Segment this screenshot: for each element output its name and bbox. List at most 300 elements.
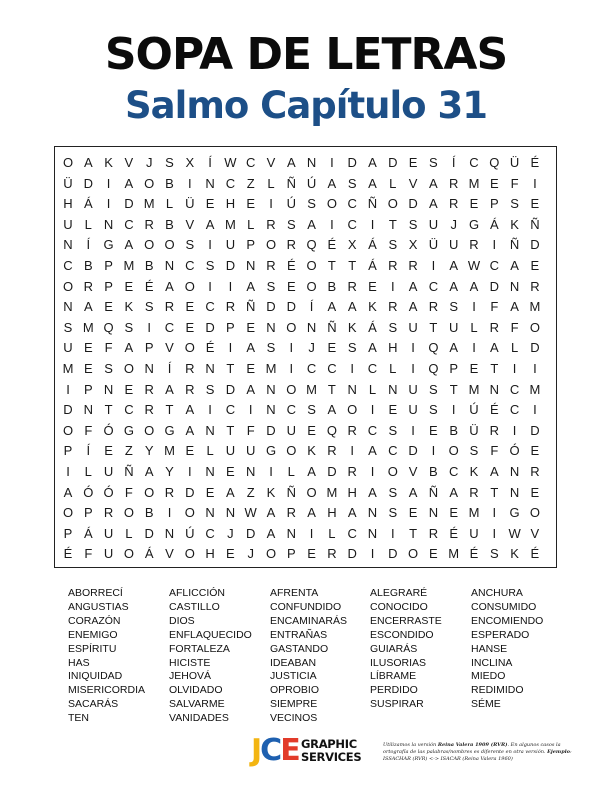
grid-letter[interactable]: I	[106, 175, 111, 191]
grid-letter[interactable]: E	[307, 422, 316, 438]
grid-letter[interactable]: O	[123, 361, 134, 376]
grid-letter[interactable]: N	[266, 381, 276, 397]
grid-letter[interactable]: E	[286, 278, 296, 294]
grid-letter[interactable]: N	[83, 402, 93, 418]
grid-letter[interactable]: Y	[165, 464, 174, 479]
grid-letter[interactable]: C	[327, 361, 337, 376]
grid-letter[interactable]: R	[286, 505, 296, 521]
grid-letter[interactable]: O	[184, 278, 195, 294]
grid-letter[interactable]: Z	[124, 443, 133, 459]
grid-letter[interactable]: N	[63, 237, 73, 253]
grid-letter[interactable]: S	[347, 340, 357, 356]
grid-letter[interactable]: A	[307, 216, 316, 232]
grid-letter[interactable]: C	[367, 361, 378, 376]
grid-letter[interactable]: D	[388, 546, 398, 562]
grid-letter[interactable]: P	[63, 443, 73, 459]
grid-letter[interactable]: K	[307, 443, 316, 459]
grid-letter[interactable]: R	[469, 237, 479, 253]
grid-letter[interactable]: I	[208, 237, 212, 253]
grid-letter[interactable]: E	[408, 155, 418, 170]
grid-letter[interactable]: M	[468, 175, 480, 191]
grid-letter[interactable]: P	[63, 525, 73, 541]
grid-letter[interactable]: É	[144, 278, 154, 294]
grid-letter[interactable]: I	[492, 237, 497, 253]
grid-letter[interactable]: M	[306, 381, 318, 397]
grid-letter[interactable]: S	[489, 546, 499, 562]
grid-letter[interactable]: A	[246, 278, 256, 294]
grid-letter[interactable]: I	[66, 381, 70, 397]
grid-letter[interactable]: A	[368, 443, 377, 459]
grid-letter[interactable]: O	[306, 484, 317, 500]
grid-letter[interactable]: D	[63, 402, 73, 418]
grid-letter[interactable]: S	[388, 422, 398, 438]
grid-letter[interactable]: F	[490, 443, 499, 459]
grid-letter[interactable]: E	[429, 422, 438, 438]
grid-letter[interactable]: I	[66, 464, 70, 479]
grid-letter[interactable]: R	[103, 505, 114, 521]
grid-letter[interactable]: I	[512, 422, 517, 438]
grid-letter[interactable]: É	[489, 402, 499, 418]
grid-letter[interactable]: Ñ	[286, 175, 296, 191]
grid-letter[interactable]: C	[509, 402, 520, 418]
grid-letter[interactable]: N	[103, 216, 114, 232]
grid-letter[interactable]: A	[510, 258, 519, 273]
grid-letter[interactable]: S	[429, 381, 438, 397]
grid-letter[interactable]: X	[347, 237, 357, 253]
grid-letter[interactable]: E	[124, 278, 134, 294]
grid-letter[interactable]: P	[83, 381, 93, 397]
grid-letter[interactable]: E	[185, 299, 195, 315]
grid-letter[interactable]: E	[388, 402, 398, 418]
grid-letter[interactable]: K	[510, 216, 519, 232]
grid-letter[interactable]: L	[84, 216, 92, 232]
grid-letter[interactable]: U	[245, 443, 256, 459]
grid-letter[interactable]: E	[530, 196, 540, 212]
grid-letter[interactable]: A	[347, 299, 357, 315]
grid-letter[interactable]: N	[205, 361, 215, 376]
grid-letter[interactable]: C	[63, 258, 73, 273]
grid-letter[interactable]: N	[103, 381, 114, 397]
grid-letter[interactable]: O	[347, 402, 358, 418]
grid-letter[interactable]: A	[307, 505, 316, 521]
grid-letter[interactable]: O	[123, 505, 134, 521]
grid-letter[interactable]: V	[266, 155, 276, 170]
grid-letter[interactable]: E	[327, 340, 337, 356]
grid-letter[interactable]: R	[408, 258, 418, 273]
grid-letter[interactable]: M	[123, 258, 135, 273]
grid-letter[interactable]: O	[62, 505, 74, 521]
grid-letter[interactable]: R	[185, 361, 195, 376]
grid-letter[interactable]: O	[387, 464, 398, 479]
grid-letter[interactable]: I	[533, 361, 537, 376]
grid-letter[interactable]: E	[429, 546, 438, 562]
grid-letter[interactable]: E	[83, 361, 93, 376]
grid-letter[interactable]: M	[529, 381, 541, 397]
grid-letter[interactable]: E	[530, 484, 540, 500]
grid-letter[interactable]: Ú	[185, 525, 195, 541]
grid-letter[interactable]: S	[185, 237, 195, 253]
grid-letter[interactable]: O	[448, 443, 459, 459]
grid-letter[interactable]: M	[468, 381, 480, 397]
grid-letter[interactable]: V	[165, 340, 174, 356]
grid-letter[interactable]: A	[185, 402, 195, 418]
grid-letter[interactable]: H	[347, 484, 357, 500]
grid-letter[interactable]: A	[449, 278, 459, 294]
grid-letter[interactable]: R	[83, 278, 93, 294]
grid-letter[interactable]: S	[429, 155, 438, 170]
grid-letter[interactable]: R	[347, 278, 357, 294]
grid-letter[interactable]: O	[286, 381, 297, 397]
grid-letter[interactable]: D	[408, 443, 418, 459]
grid-letter[interactable]: P	[104, 258, 113, 273]
grid-letter[interactable]: E	[124, 381, 134, 397]
grid-letter[interactable]: I	[451, 402, 456, 418]
grid-letter[interactable]: O	[62, 155, 74, 170]
grid-letter[interactable]: C	[448, 464, 459, 479]
grid-letter[interactable]: G	[509, 505, 520, 521]
grid-letter[interactable]: R	[489, 319, 499, 335]
grid-letter[interactable]: D	[530, 340, 540, 356]
grid-letter[interactable]: A	[266, 505, 276, 521]
grid-letter[interactable]: M	[82, 319, 94, 335]
grid-letter[interactable]: R	[144, 216, 154, 232]
grid-letter[interactable]: I	[350, 361, 354, 376]
grid-letter[interactable]: S	[205, 258, 215, 273]
grid-letter[interactable]: I	[208, 402, 212, 418]
grid-letter[interactable]: Í	[86, 237, 91, 253]
grid-letter[interactable]: Ó	[103, 422, 114, 438]
grid-letter[interactable]: I	[370, 402, 375, 418]
grid-letter[interactable]: Ñ	[286, 484, 296, 500]
grid-letter[interactable]: R	[530, 278, 540, 294]
grid-letter[interactable]: E	[469, 196, 479, 212]
grid-letter[interactable]: V	[124, 155, 134, 170]
grid-letter[interactable]: S	[388, 237, 398, 253]
grid-letter[interactable]: O	[164, 237, 175, 253]
grid-letter[interactable]: B	[165, 216, 174, 232]
grid-letter[interactable]: I	[472, 340, 476, 356]
grid-letter[interactable]: A	[205, 216, 215, 232]
grid-letter[interactable]: Í	[86, 443, 91, 459]
grid-letter[interactable]: T	[165, 402, 174, 418]
grid-letter[interactable]: P	[449, 361, 459, 376]
grid-letter[interactable]: I	[248, 402, 253, 418]
grid-letter[interactable]: I	[167, 505, 172, 521]
grid-letter[interactable]: I	[431, 258, 436, 273]
grid-letter[interactable]: E	[104, 443, 113, 459]
grid-letter[interactable]: S	[388, 505, 398, 521]
grid-letter[interactable]: A	[246, 381, 256, 397]
grid-letter[interactable]: A	[144, 464, 154, 479]
grid-letter[interactable]: I	[330, 216, 334, 232]
grid-letter[interactable]: E	[368, 278, 377, 294]
grid-letter[interactable]: A	[124, 237, 134, 253]
grid-letter[interactable]: E	[449, 505, 459, 521]
grid-letter[interactable]: É	[530, 546, 540, 562]
grid-letter[interactable]: I	[208, 278, 212, 294]
grid-letter[interactable]: S	[388, 319, 398, 335]
grid-letter[interactable]: V	[408, 464, 418, 479]
grid-letter[interactable]: I	[411, 361, 415, 376]
grid-letter[interactable]: H	[205, 546, 215, 562]
grid-letter[interactable]: A	[408, 299, 418, 315]
grid-letter[interactable]: R	[428, 525, 439, 541]
grid-letter[interactable]: S	[307, 196, 316, 212]
grid-letter[interactable]: M	[62, 361, 74, 376]
grid-letter[interactable]: A	[124, 175, 134, 191]
grid-letter[interactable]: T	[490, 484, 499, 500]
grid-letter[interactable]: A	[510, 299, 519, 315]
grid-letter[interactable]: Q	[306, 237, 317, 253]
grid-letter[interactable]: N	[266, 319, 276, 335]
grid-letter[interactable]: M	[468, 505, 480, 521]
grid-letter[interactable]: C	[347, 525, 357, 541]
grid-letter[interactable]: I	[512, 361, 517, 376]
grid-letter[interactable]: I	[533, 402, 537, 418]
grid-letter[interactable]: I	[411, 340, 415, 356]
grid-letter[interactable]: A	[165, 278, 174, 294]
grid-letter[interactable]: S	[449, 299, 459, 315]
grid-letter[interactable]: C	[367, 422, 378, 438]
grid-letter[interactable]: O	[144, 422, 155, 438]
grid-letter[interactable]: O	[184, 505, 195, 521]
grid-letter[interactable]: T	[104, 402, 113, 418]
grid-letter[interactable]: S	[469, 443, 479, 459]
grid-letter[interactable]: Ü	[428, 237, 439, 253]
grid-letter[interactable]: I	[228, 340, 233, 356]
grid-letter[interactable]: U	[103, 464, 114, 479]
grid-letter[interactable]: E	[307, 546, 316, 562]
grid-letter[interactable]: J	[247, 546, 254, 562]
grid-letter[interactable]: E	[530, 443, 540, 459]
grid-letter[interactable]: I	[431, 443, 436, 459]
grid-letter[interactable]: É	[469, 546, 479, 562]
grid-letter[interactable]: D	[144, 525, 154, 541]
grid-letter[interactable]: I	[472, 299, 476, 315]
grid-letter[interactable]: U	[63, 340, 73, 356]
grid-letter[interactable]: I	[289, 361, 294, 376]
grid-letter[interactable]: F	[104, 340, 113, 356]
grid-letter[interactable]: A	[185, 422, 195, 438]
grid-letter[interactable]: C	[388, 443, 398, 459]
grid-letter[interactable]: F	[510, 319, 519, 335]
grid-letter[interactable]: Y	[144, 443, 154, 459]
grid-letter[interactable]: S	[408, 216, 418, 232]
grid-letter[interactable]: D	[185, 484, 195, 500]
grid-letter[interactable]: U	[286, 422, 296, 438]
grid-letter[interactable]: E	[185, 443, 195, 459]
grid-letter[interactable]: I	[330, 155, 334, 170]
grid-letter[interactable]: T	[327, 381, 336, 397]
grid-letter[interactable]: Á	[368, 237, 377, 253]
grid-letter[interactable]: U	[448, 237, 459, 253]
grid-letter[interactable]: Á	[368, 319, 377, 335]
grid-letter[interactable]: Ó	[103, 484, 114, 500]
grid-letter[interactable]: W	[508, 525, 521, 541]
grid-letter[interactable]: L	[165, 196, 174, 212]
grid-letter[interactable]: A	[429, 196, 438, 212]
grid-letter[interactable]: R	[266, 216, 276, 232]
grid-letter[interactable]: C	[428, 278, 439, 294]
grid-letter[interactable]: Ü	[63, 175, 73, 191]
grid-letter[interactable]: R	[388, 258, 398, 273]
grid-letter[interactable]: T	[388, 216, 397, 232]
grid-letter[interactable]: É	[286, 258, 296, 273]
grid-letter[interactable]: R	[144, 381, 154, 397]
grid-letter[interactable]: N	[306, 319, 317, 335]
grid-letter[interactable]: A	[63, 484, 73, 500]
grid-letter[interactable]: C	[205, 525, 215, 541]
grid-letter[interactable]: I	[370, 464, 375, 479]
grid-letter[interactable]: U	[408, 402, 418, 418]
grid-letter[interactable]: A	[246, 340, 256, 356]
grid-letter[interactable]: O	[144, 484, 155, 500]
grid-letter[interactable]: I	[390, 278, 395, 294]
grid-letter[interactable]: W	[224, 155, 237, 170]
grid-letter[interactable]: L	[389, 361, 397, 376]
grid-letter[interactable]: O	[265, 546, 277, 562]
grid-letter[interactable]: A	[368, 175, 377, 191]
grid-letter[interactable]: H	[327, 505, 337, 521]
grid-letter[interactable]: R	[185, 381, 195, 397]
grid-letter[interactable]: S	[286, 216, 296, 232]
grid-letter[interactable]: A	[368, 340, 377, 356]
grid-letter[interactable]: E	[185, 319, 195, 335]
grid-letter[interactable]: F	[246, 422, 255, 438]
grid-letter[interactable]: D	[530, 237, 540, 253]
grid-letter[interactable]: É	[530, 155, 540, 170]
grid-letter[interactable]: S	[205, 381, 215, 397]
grid-letter[interactable]: M	[164, 443, 175, 459]
grid-letter[interactable]: F	[84, 546, 93, 562]
grid-letter[interactable]: N	[509, 464, 520, 479]
grid-letter[interactable]: Ü	[509, 155, 520, 170]
grid-letter[interactable]: F	[490, 299, 499, 315]
grid-letter[interactable]: S	[165, 155, 174, 170]
grid-letter[interactable]: U	[103, 546, 114, 562]
grid-letter[interactable]: R	[164, 299, 175, 315]
grid-letter[interactable]: T	[429, 319, 438, 335]
grid-letter[interactable]: A	[307, 464, 316, 479]
grid-letter[interactable]: O	[62, 278, 74, 294]
grid-letter[interactable]: N	[388, 381, 398, 397]
grid-letter[interactable]: L	[125, 525, 133, 541]
grid-letter[interactable]: C	[225, 402, 236, 418]
grid-letter[interactable]: Ó	[83, 484, 94, 500]
grid-letter[interactable]: D	[245, 525, 256, 541]
grid-letter[interactable]: V	[185, 216, 195, 232]
grid-letter[interactable]: Z	[246, 484, 255, 500]
grid-letter[interactable]: N	[63, 299, 73, 315]
grid-letter[interactable]: I	[106, 196, 111, 212]
grid-letter[interactable]: É	[327, 237, 337, 253]
grid-letter[interactable]: A	[347, 505, 357, 521]
grid-letter[interactable]: Q	[489, 155, 500, 170]
grid-letter[interactable]: L	[510, 340, 519, 356]
grid-letter[interactable]: L	[470, 319, 478, 335]
grid-letter[interactable]: A	[327, 299, 337, 315]
grid-letter[interactable]: N	[347, 381, 357, 397]
grid-letter[interactable]: C	[205, 299, 215, 315]
grid-letter[interactable]: A	[327, 175, 337, 191]
grid-letter[interactable]: N	[164, 525, 175, 541]
grid-letter[interactable]: K	[469, 464, 479, 479]
grid-letter[interactable]: H	[225, 196, 236, 212]
grid-letter[interactable]: B	[327, 278, 337, 294]
grid-letter[interactable]: Á	[368, 258, 377, 273]
grid-letter[interactable]: S	[429, 402, 438, 418]
grid-letter[interactable]: A	[408, 278, 418, 294]
grid-letter[interactable]: C	[509, 381, 520, 397]
grid-letter[interactable]: Ñ	[428, 484, 439, 500]
grid-letter[interactable]: R	[489, 422, 499, 438]
grid-letter[interactable]: S	[347, 175, 357, 191]
grid-letter[interactable]: A	[327, 402, 337, 418]
grid-letter[interactable]: C	[185, 258, 195, 273]
grid-letter[interactable]: J	[227, 525, 234, 541]
grid-letter[interactable]: R	[448, 175, 459, 191]
grid-letter[interactable]: D	[225, 381, 236, 397]
grid-letter[interactable]: B	[144, 258, 154, 273]
grid-letter[interactable]: Q	[428, 361, 439, 376]
grid-letter[interactable]: P	[144, 340, 154, 356]
grid-letter[interactable]: A	[489, 340, 499, 356]
grid-letter[interactable]: F	[84, 422, 93, 438]
grid-letter[interactable]: E	[408, 505, 418, 521]
grid-letter[interactable]: O	[306, 258, 317, 273]
grid-letter[interactable]: D	[489, 278, 499, 294]
grid-letter[interactable]: I	[228, 278, 233, 294]
grid-letter[interactable]: I	[289, 340, 294, 356]
grid-letter[interactable]: B	[449, 422, 459, 438]
grid-letter[interactable]: N	[205, 464, 215, 479]
grid-letter[interactable]: P	[286, 546, 296, 562]
grid-letter[interactable]: M	[265, 361, 277, 376]
grid-letter[interactable]: C	[124, 216, 134, 232]
grid-letter[interactable]: K	[266, 484, 276, 500]
grid-letter[interactable]: Í	[208, 155, 212, 170]
grid-letter[interactable]: A	[83, 299, 93, 315]
grid-letter[interactable]: I	[370, 216, 375, 232]
grid-letter[interactable]: O	[123, 546, 134, 562]
grid-letter[interactable]: D	[124, 196, 134, 212]
grid-letter[interactable]: O	[62, 422, 74, 438]
grid-letter[interactable]: Z	[246, 175, 255, 191]
grid-letter[interactable]: D	[286, 299, 296, 315]
grid-letter[interactable]: N	[164, 258, 175, 273]
grid-letter[interactable]: E	[246, 196, 256, 212]
grid-letter[interactable]: A	[226, 484, 235, 500]
grid-letter[interactable]: C	[245, 155, 256, 170]
grid-letter[interactable]: X	[185, 155, 195, 170]
grid-letter[interactable]: Ñ	[530, 216, 540, 232]
grid-letter[interactable]: P	[83, 505, 93, 521]
grid-letter[interactable]: I	[269, 464, 273, 479]
grid-letter[interactable]: R	[388, 299, 398, 315]
grid-letter[interactable]: T	[409, 525, 418, 541]
grid-letter[interactable]: Q	[428, 340, 439, 356]
grid-letter[interactable]: A	[449, 340, 459, 356]
grid-letter[interactable]: O	[306, 278, 317, 294]
grid-letter[interactable]: R	[327, 443, 337, 459]
grid-letter[interactable]: I	[187, 175, 192, 191]
grid-letter[interactable]: D	[83, 175, 93, 191]
grid-letter[interactable]: I	[411, 422, 415, 438]
grid-letter[interactable]: X	[408, 237, 418, 253]
grid-letter[interactable]: O	[184, 340, 195, 356]
grid-letter[interactable]: B	[83, 258, 93, 273]
grid-letter[interactable]: A	[469, 278, 479, 294]
